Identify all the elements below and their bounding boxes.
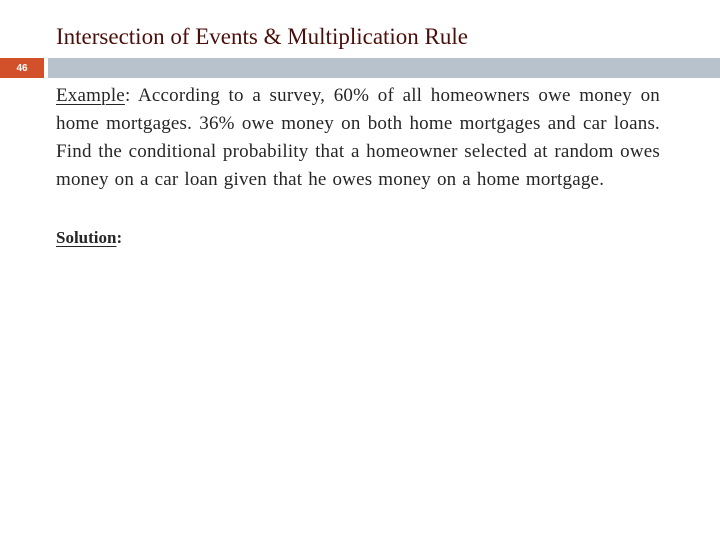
title-divider-bar xyxy=(48,58,720,78)
example-text: According to a survey, 60% of all homeowners owe money on home mortgages. 36% owe money on both home mortgages and car loans. Find the conditional probability that a homeowner selected at random owes money on a car loan given that he owes money on a home mortgage. xyxy=(56,85,660,190)
solution-heading xyxy=(56,226,122,250)
solution-label: Solution xyxy=(56,228,117,247)
slide-number: 46 xyxy=(16,62,28,74)
example-separator: : xyxy=(124,85,131,106)
example-label: Example xyxy=(56,85,125,106)
slide-title: Intersection of Events & Multiplication Rule xyxy=(56,24,469,49)
solution-separator: : xyxy=(116,228,123,247)
example-paragraph xyxy=(56,82,660,194)
slide-number-badge xyxy=(0,58,44,78)
